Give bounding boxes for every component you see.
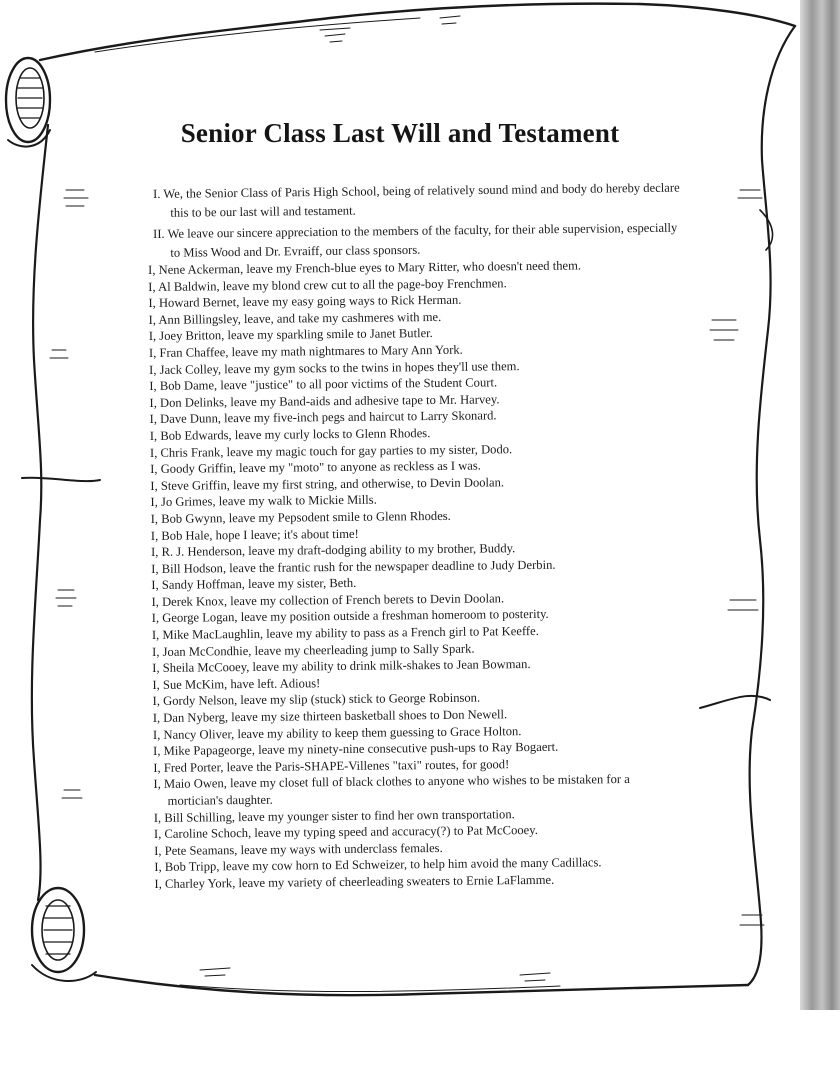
bequest-item: I, Bill Schilling, leave my younger sister to find her own transportation. — [153, 806, 515, 825]
bequest-item: I, Dave Dunn, leave my five-inch pegs and haircut to Larry Skonard. — [149, 408, 497, 427]
bequest-item: I, Nene Ackerman, leave my French-blue eyes to Mary Ritter, who doesn't need them. — [148, 258, 582, 277]
page-title: Senior Class Last Will and Testament — [180, 118, 620, 148]
scroll-bottom-edge — [95, 975, 748, 995]
bequest-item: I, Caroline Schoch, leave my typing speed and accuracy(?) to Pat McCooey. — [153, 823, 538, 842]
bequest-item: I, Fred Porter, leave the Paris-SHAPE-Villenes "taxi" routes, for good! — [153, 757, 510, 775]
rolled-scroll-top — [6, 58, 50, 147]
scroll-left-edge — [32, 125, 48, 900]
bequest-item: I, Nancy Oliver, leave my ability to keep them guessing to Grace Holton. — [152, 723, 522, 742]
bequest-item: I, Chris Frank, leave my magic touch for gay parties to my sister, Dodo. — [149, 441, 513, 460]
bequest-item: I, Fran Chaffee, leave my math nightmares to Mary Ann York. — [148, 342, 463, 360]
bequest-item: I, Bob Edwards, leave my curly locks to Glenn Rhodes. — [149, 425, 431, 443]
bequest-item: I, Goody Griffin, leave my "moto" to anyone as reckless as I was. — [150, 458, 481, 477]
bequest-item: I, Jo Grimes, leave my walk to Mickie Mills. — [150, 492, 377, 510]
bequest-item: I, Howard Bernet, leave my easy going ways to Rick Herman. — [148, 292, 462, 311]
preamble-paragraph-1: I. We, the Senior Class of Paris High School, being of relatively sound mind and body do hereby declare this to be our last will and testament. — [153, 180, 680, 220]
bequest-item: I, Bill Hodson, leave the frantic rush for the newspaper deadline to Judy Derbin. — [151, 557, 556, 576]
bequest-item: I, Al Baldwin, leave my blond crew cut to all the page-boy Frenchmen. — [148, 275, 507, 294]
rolled-scroll-bottom — [32, 888, 96, 981]
bequest-item: I, Jack Colley, leave my gym socks to the twins in hopes they'll use them. — [149, 358, 520, 377]
bequest-item: I, Don Delinks, leave my Band-aids and adhesive tape to Mr. Harvey. — [149, 392, 500, 410]
scroll-right-edge — [748, 26, 795, 985]
bequest-item: I, Sue McKim, have left. Adious! — [152, 676, 321, 692]
bequest-item: I, Mike MacLaughlin, leave my ability to pass as a French girl to Pat Keeffe. — [151, 623, 539, 643]
bequest-item: I, George Logan, leave my position outside a freshman homeroom to posterity. — [151, 607, 549, 626]
bequest-item: I, Joan McCondhie, leave my cheerleading jump to Sally Spark. — [152, 641, 475, 659]
bequest-item: I, Ann Billingsley, leave, and take my cashmeres with me. — [148, 309, 442, 327]
bequest-item: I, Bob Hale, hope I leave; it's about time! — [150, 526, 359, 543]
bequest-item: I, Joey Britton, leave my sparkling smile to Janet Butler. — [148, 326, 433, 344]
bequest-item: I, Pete Seamans, leave my ways with underclass females. — [154, 840, 443, 858]
bequest-item: I, Sheila McCooey, leave my ability to drink milk-shakes to Jean Bowman. — [152, 657, 531, 676]
scroll-top-edge — [40, 4, 795, 60]
bequest-item: I, Bob Tripp, leave my cow horn to Ed Schweizer, to help him avoid the many Cadillacs. — [154, 855, 602, 875]
preamble-paragraph-2: II. We leave our sincere appreciation to the members of the faculty, for their able supervision, especially to Miss Wood and Dr. Evraiff, our class sponsors. — [153, 220, 678, 260]
bequest-item: I, Derek Knox, leave my collection of French berets to Devin Doolan. — [151, 591, 505, 609]
bequest-item: I, Sandy Hoffman, leave my sister, Beth. — [151, 576, 357, 593]
bequest-item: I, Bob Dame, leave "justice" to all poor victims of the Student Court. — [149, 375, 498, 394]
bequest-list — [148, 257, 675, 893]
bequest-item: I, Maio Owen, leave my closet full of black clothes to anyone who wishes to be mistaken for a mortician's daughter. — [153, 772, 630, 808]
bequest-item: I, R. J. Henderson, leave my draft-dodging ability to my brother, Buddy. — [150, 541, 516, 560]
bequest-item: I, Steve Griffin, leave my first string, and otherwise, to Devin Doolan. — [150, 475, 505, 493]
bequest-item: I, Gordy Nelson, leave my slip (stuck) stick to George Robinson. — [152, 690, 481, 709]
bequest-item: I, Charley York, leave my variety of cheerleading sweaters to Ernie LaFlamme. — [154, 872, 555, 891]
bequest-item: I, Bob Gwynn, leave my Pepsodent smile to Glenn Rhodes. — [150, 508, 451, 526]
bequest-item: I, Dan Nyberg, leave my size thirteen basketball shoes to Don Newell. — [152, 707, 508, 726]
bequest-item: I, Mike Papageorge, leave my ninety-nine consecutive push-ups to Ray Bogaert. — [153, 739, 559, 759]
